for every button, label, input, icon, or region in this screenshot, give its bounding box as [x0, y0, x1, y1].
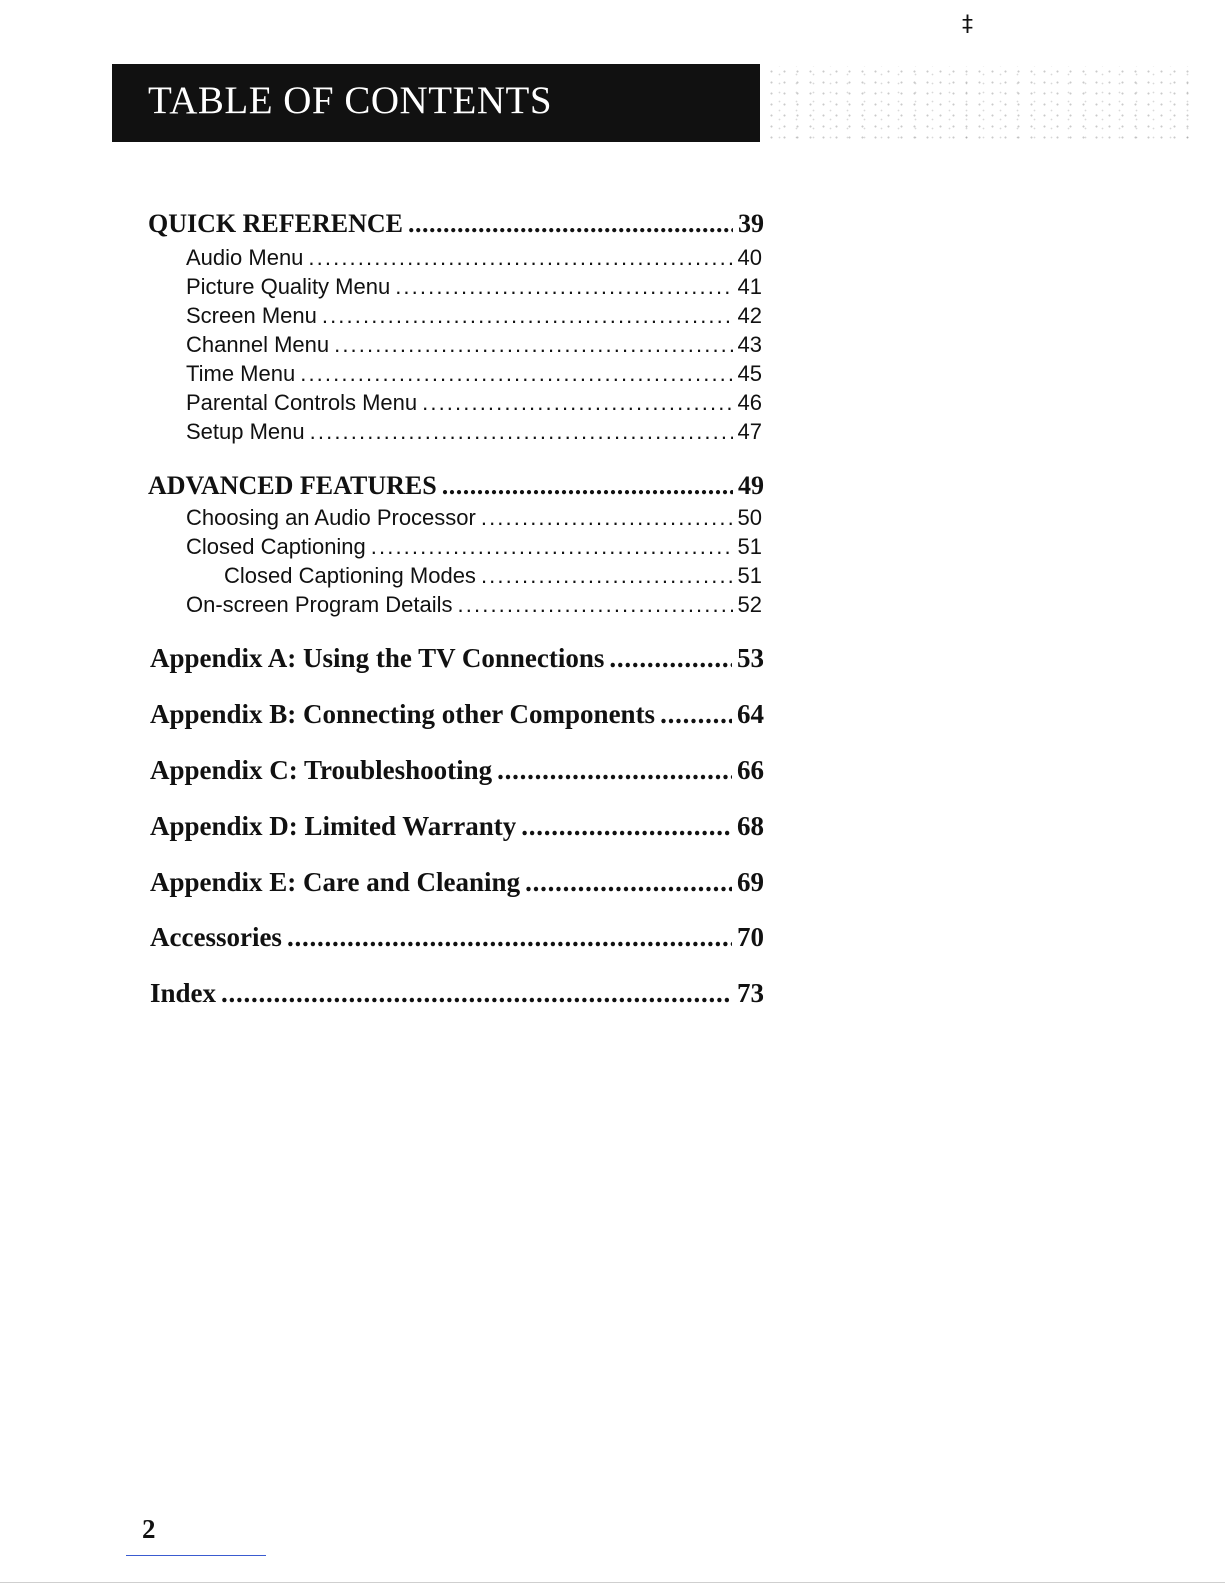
dot-leader: [481, 563, 733, 589]
dot-leader: [408, 209, 733, 239]
page-title: TABLE OF CONTENTS: [148, 79, 553, 122]
toc-appendix-label: Appendix B: Connecting other Components: [150, 699, 656, 729]
dot-leader: [310, 419, 733, 445]
dot-leader: [287, 922, 732, 953]
toc-page-number: 68: [737, 811, 764, 841]
toc-page-number: 46: [737, 390, 762, 415]
dot-leader: [395, 274, 732, 300]
dot-leader: [458, 592, 733, 618]
scan-noise: [765, 66, 1195, 142]
toc-entry-picture-quality-menu[interactable]: [186, 274, 762, 300]
toc-appendix-d[interactable]: [150, 811, 764, 842]
toc-page-number: 41: [737, 274, 762, 299]
corner-mark: ‡: [962, 12, 973, 37]
toc-page-number: 64: [737, 699, 764, 729]
title-banner: [112, 64, 760, 142]
dot-leader: [442, 471, 733, 501]
dot-leader: [322, 303, 733, 329]
toc-entry-label: Picture Quality Menu: [186, 274, 391, 299]
toc-entry-label: Choosing an Audio Processor: [186, 505, 476, 530]
toc-entry-label: Closed Captioning Modes: [224, 563, 476, 588]
toc-appendix-label: Appendix D: Limited Warranty: [150, 811, 517, 841]
toc-page-number: 49: [738, 471, 764, 500]
toc-page-number: 52: [737, 592, 762, 617]
toc-page-number: 43: [737, 332, 762, 357]
toc-page-number: 70: [737, 922, 764, 952]
toc-entry-label: On-screen Program Details: [186, 592, 453, 617]
toc-entry-closed-captioning-modes[interactable]: [224, 563, 762, 589]
dot-leader: [422, 390, 732, 416]
toc-appendix-label: Appendix E: Care and Cleaning: [150, 867, 521, 897]
bottom-underline: [126, 1555, 266, 1556]
toc-entry-setup-menu[interactable]: [186, 419, 762, 445]
toc-page-number: 51: [737, 563, 762, 588]
dot-leader: [660, 699, 732, 730]
page-number: 2: [142, 1514, 156, 1544]
toc-entry-label: Audio Menu: [186, 245, 304, 270]
toc-section-title: ADVANCED FEATURES: [148, 471, 437, 500]
toc-appendix-label: Appendix C: Troubleshooting: [150, 755, 493, 785]
toc-page-number: 45: [737, 361, 762, 386]
toc-entry-label: Parental Controls Menu: [186, 390, 418, 415]
toc-appendix-e[interactable]: [150, 867, 764, 898]
dot-leader: [521, 811, 732, 842]
toc-entry-label: Screen Menu: [186, 303, 317, 328]
toc-appendix-b[interactable]: [150, 699, 764, 730]
dot-leader: [609, 643, 732, 674]
toc-entry-label: Closed Captioning: [186, 534, 366, 559]
dot-leader: [221, 978, 732, 1009]
toc-page-number: 39: [738, 209, 764, 238]
dot-leader: [300, 361, 732, 387]
toc-section-quick-reference[interactable]: [148, 209, 764, 239]
toc-appendix-label: Index: [150, 978, 217, 1008]
toc-page-number: 42: [737, 303, 762, 328]
toc-appendix-a[interactable]: [150, 643, 764, 674]
toc-entry-choosing-audio-processor[interactable]: [186, 505, 762, 531]
toc-section-advanced-features[interactable]: [148, 471, 764, 501]
dot-leader: [497, 755, 732, 786]
toc-page-number: 69: [737, 867, 764, 897]
toc-appendix-label: Accessories: [150, 922, 282, 952]
bottom-rule: [0, 1582, 1225, 1583]
toc-appendix-c[interactable]: [150, 755, 764, 786]
toc-entry-closed-captioning[interactable]: [186, 534, 762, 560]
toc-page-number: 66: [737, 755, 764, 785]
toc-page-number: 50: [737, 505, 762, 530]
dot-leader: [481, 505, 733, 531]
toc-entry-screen-menu[interactable]: [186, 303, 762, 329]
dot-leader: [334, 332, 732, 358]
toc-page-number: 51: [737, 534, 762, 559]
toc-page-number: 73: [737, 978, 764, 1008]
toc-entry-label: Time Menu: [186, 361, 296, 386]
toc-page-number: 40: [737, 245, 762, 270]
toc-entry-label: Setup Menu: [186, 419, 305, 444]
toc-index[interactable]: [150, 978, 764, 1009]
toc-page-number: 53: [737, 643, 764, 673]
toc-entry-parental-controls-menu[interactable]: [186, 390, 762, 416]
toc-entry-channel-menu[interactable]: [186, 332, 762, 358]
toc-appendix-label: Appendix A: Using the TV Connections: [150, 643, 605, 673]
toc-entry-onscreen-program-details[interactable]: [186, 592, 762, 618]
toc-page-number: 47: [737, 419, 762, 444]
toc-entry-time-menu[interactable]: [186, 361, 762, 387]
toc-section-title: QUICK REFERENCE: [148, 209, 403, 238]
dot-leader: [308, 245, 732, 271]
dot-leader: [371, 534, 733, 560]
dot-leader: [525, 867, 732, 898]
toc-entry-audio-menu[interactable]: [186, 245, 762, 271]
toc-entry-label: Channel Menu: [186, 332, 330, 357]
toc-accessories[interactable]: [150, 922, 764, 953]
